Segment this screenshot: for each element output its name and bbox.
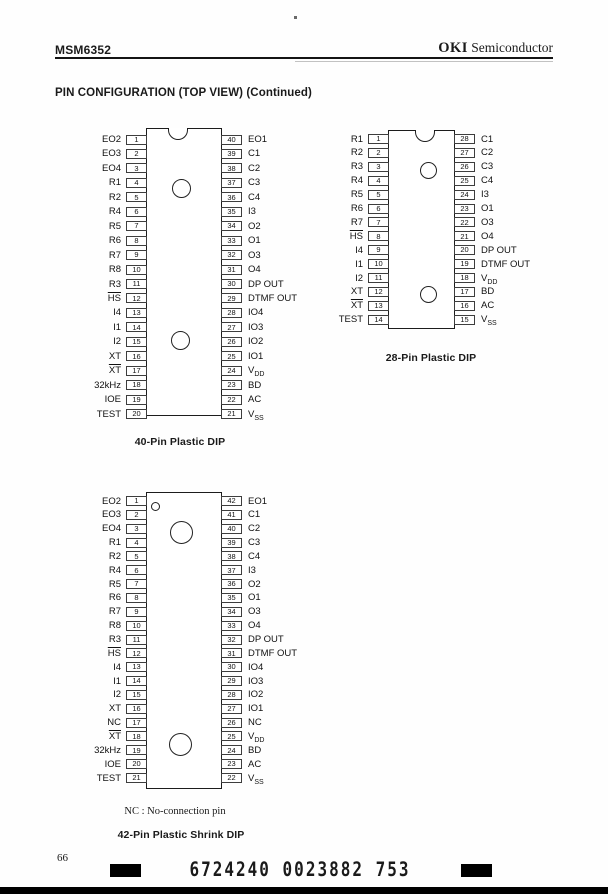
pin-label: EO1	[248, 495, 268, 507]
pin-number-box: 32	[221, 635, 242, 645]
pin-number-box: 6	[126, 207, 147, 217]
pin-label: NC	[248, 717, 262, 729]
pin-label: R8	[108, 620, 121, 632]
pin-label: O1	[248, 592, 261, 604]
pin-label: $\overline{HS}$	[107, 647, 121, 659]
pin-number-box: 1	[368, 134, 389, 144]
pin-number-box: 2	[126, 510, 147, 520]
pin-label: R2	[108, 191, 121, 203]
pin-number-box: 19	[454, 259, 475, 269]
pin-number-box: 27	[454, 148, 475, 158]
pin-number-box: 2	[126, 149, 147, 159]
pin-number-box: 9	[126, 607, 147, 617]
pin-label: C2	[248, 523, 261, 535]
pin-number-box: 14	[126, 676, 147, 686]
pin-label: DP OUT	[248, 278, 284, 290]
pin-number-box: 3	[126, 163, 147, 173]
pin-number-box: 3	[126, 524, 147, 534]
pin-number-box: 35	[221, 207, 242, 217]
pin-number-box: 31	[221, 265, 242, 275]
pin-label: $\overline{HS}$	[107, 292, 121, 304]
pin-number-box: 13	[368, 301, 389, 311]
pin-label: O2	[248, 578, 261, 590]
pin-label: $\overline{HS}$	[349, 230, 363, 242]
pin-label: O1	[248, 235, 261, 247]
pin-label: I4	[113, 661, 121, 673]
pin-number-box: 5	[126, 192, 147, 202]
pin-label: $V_{DD}$	[248, 365, 265, 379]
pin-number-box: 28	[221, 690, 242, 700]
pin-label: O4	[481, 230, 494, 242]
brand-name: OKI	[438, 40, 468, 56]
pin-number-box: 22	[221, 395, 242, 405]
nc-note: NC : No-connection pin	[124, 806, 226, 817]
pin-number-box: 18	[454, 273, 475, 283]
pin-number-box: 39	[221, 538, 242, 548]
pin-number-box: 7	[126, 579, 147, 589]
pin-number-box: 20	[126, 409, 147, 419]
pin-number-box: 7	[126, 221, 147, 231]
package-index-circle	[171, 331, 190, 350]
pin-label: C2	[248, 162, 261, 174]
pin-number-box: 22	[221, 773, 242, 783]
package-body-dip40	[146, 128, 222, 416]
pin-label: $V_{SS}$	[481, 314, 497, 328]
pin-label: C3	[481, 161, 494, 173]
pin-number-box: 17	[454, 287, 475, 297]
brand-suffix: Semiconductor	[467, 40, 553, 55]
pin-number-box: 31	[221, 648, 242, 658]
pin-label: DTMF OUT	[481, 258, 531, 270]
pin-number-box: 19	[126, 395, 147, 405]
pin-number-box: 21	[221, 409, 242, 419]
header-rule-shadow	[295, 61, 553, 62]
pin-number-box: 16	[454, 301, 475, 311]
pin-label: R1	[108, 537, 121, 549]
pin-label: R6	[350, 203, 363, 214]
pin-number-box: 8	[368, 231, 389, 241]
pin-label: R5	[108, 220, 121, 232]
pin-number-box: 40	[221, 524, 242, 534]
pin-number-box: 25	[221, 731, 242, 741]
pin-label: EO4	[101, 523, 121, 535]
pin-number-box: 28	[221, 308, 242, 318]
pin-number-box: 38	[221, 163, 242, 173]
pin-label: TEST	[96, 772, 121, 784]
pin-number-box: 28	[454, 134, 475, 144]
pin-number-box: 4	[126, 178, 147, 188]
pin-number-box: 33	[221, 236, 242, 246]
pin-number-box: 2	[368, 148, 389, 158]
pin-number-box: 41	[221, 510, 242, 520]
pin-label: R8	[108, 264, 121, 276]
pin-number-box: 20	[126, 759, 147, 769]
pin-label: EO1	[248, 134, 268, 145]
pin-label: R6	[108, 235, 121, 247]
pin-label: IO4	[248, 307, 264, 319]
pin-label: I4	[113, 307, 121, 319]
caption-40pin: 40-Pin Plastic DIP	[134, 436, 226, 448]
pin-number-box: 16	[126, 704, 147, 714]
pin-label: R7	[350, 216, 363, 228]
pin-number-box: 12	[368, 287, 389, 297]
pin-label: R3	[108, 634, 121, 645]
pin-label: I4	[355, 244, 363, 256]
pin-label: $V_{SS}$	[248, 772, 264, 786]
pin-label: IOE	[104, 394, 121, 406]
pin-number-box: 27	[221, 322, 242, 332]
pin-label: I3	[248, 206, 256, 218]
package-index-circle	[420, 286, 437, 303]
pin-number-box: 8	[126, 236, 147, 246]
pin-number-box: 42	[221, 496, 242, 506]
pin-number-box: 11	[368, 273, 389, 283]
pin-label: O3	[481, 216, 494, 228]
pin-number-box: 13	[126, 308, 147, 318]
pin-number-box: 39	[221, 149, 242, 159]
pin-label: I2	[113, 336, 121, 348]
pin-label: C1	[481, 133, 494, 145]
package-index-circle	[172, 179, 191, 198]
pin-number-box: 10	[126, 621, 147, 631]
pin-label: I1	[355, 258, 363, 270]
pin-number-box: 6	[126, 565, 147, 575]
pin-number-box: 37	[221, 178, 242, 188]
pin-number-box: 29	[221, 293, 242, 303]
pin-number-box: 25	[221, 351, 242, 361]
pin-label: R7	[108, 249, 121, 261]
pin-number-box: 9	[126, 250, 147, 260]
pin-number-box: 25	[454, 176, 475, 186]
pin-label: IO2	[248, 336, 264, 348]
pin-number-box: 19	[126, 745, 147, 755]
pin-label: C3	[248, 537, 261, 549]
pin-number-box: 21	[126, 773, 147, 783]
pin-number-box: 12	[126, 648, 147, 658]
package-index-circle	[420, 162, 437, 179]
pin-number-box: 11	[126, 635, 147, 645]
pin-number-box: 23	[454, 204, 475, 214]
pin-number-box: 37	[221, 565, 242, 575]
pin-number-box: 24	[221, 366, 242, 376]
pin-label: 32kHz	[94, 379, 121, 391]
barcode-block-right	[461, 864, 492, 877]
pin-label: EO4	[101, 162, 121, 174]
pin-label: R5	[108, 578, 121, 590]
pin-number-box: 21	[454, 231, 475, 241]
pin-number-box: 12	[126, 293, 147, 303]
pin-number-box: 7	[368, 217, 389, 227]
pin-number-box: 10	[126, 265, 147, 275]
pin-label: EO3	[101, 148, 121, 160]
package-index-circle	[169, 733, 192, 756]
pin-label: IO1	[248, 350, 264, 362]
pin-label: R4	[350, 175, 363, 187]
pin-label: I2	[113, 689, 121, 701]
pin-number-box: 36	[221, 579, 242, 589]
pin-number-box: 11	[126, 279, 147, 289]
pin-number-box: 5	[126, 551, 147, 561]
pin-number-box: 18	[126, 731, 147, 741]
pin-label: I3	[481, 189, 489, 201]
pin-label: XT	[108, 350, 121, 362]
pin-label: IO4	[248, 661, 264, 673]
scan-speck	[294, 16, 297, 19]
pin-label: 32kHz	[94, 744, 121, 756]
pin-number-box: 9	[368, 245, 389, 255]
header-rule	[55, 57, 553, 59]
pin-label: R4	[108, 564, 121, 576]
pin-label: $\overline{XT}$	[350, 300, 363, 312]
bottom-bar	[0, 887, 608, 894]
pin-number-box: 17	[126, 718, 147, 728]
page-title: PIN CONFIGURATION (TOP VIEW) (Continued)	[55, 87, 312, 99]
pin-label: I2	[355, 272, 363, 284]
pin-label: C1	[248, 148, 261, 160]
pin-number-box: 35	[221, 593, 242, 603]
pin-label: IO3	[248, 675, 264, 687]
pin-label: $\overline{XT}$	[108, 365, 121, 377]
pin-label: AC	[481, 300, 495, 312]
pin-label: O3	[248, 249, 261, 261]
pin-label: EO2	[101, 495, 121, 507]
pin-number-box: 4	[126, 538, 147, 548]
pin-number-box: 14	[126, 322, 147, 332]
pin-label: $\overline{XT}$	[108, 730, 121, 742]
barcode-block-left	[110, 864, 141, 877]
pin-label: AC	[248, 394, 262, 406]
pin-label: IO2	[248, 689, 264, 701]
pin-number-box: 10	[368, 259, 389, 269]
pin-number-box: 15	[454, 315, 475, 325]
pin-label: R2	[350, 147, 363, 159]
pin-label: C3	[248, 177, 261, 189]
barcode-text: 6724240 0023882 753	[189, 858, 411, 881]
pin-label: $V_{SS}$	[248, 408, 264, 422]
pin-number-box: 26	[221, 337, 242, 347]
pin-label: C4	[248, 550, 261, 562]
pin-label: R1	[108, 177, 121, 189]
pin-number-box: 26	[454, 162, 475, 172]
pin-label: R5	[350, 189, 363, 201]
pin-label: IO3	[248, 321, 264, 333]
pin-label: O1	[481, 203, 494, 214]
pin1-indicator-dot	[151, 502, 160, 511]
pin-label: R7	[108, 606, 121, 618]
pin-label: I1	[113, 675, 121, 687]
pin-label: C4	[248, 191, 261, 203]
pin-number-box: 18	[126, 380, 147, 390]
pin-label: XT	[108, 703, 121, 715]
pin-label: I3	[248, 564, 256, 576]
pin-number-box: 38	[221, 551, 242, 561]
pin-label: XT	[350, 286, 363, 298]
pin-number-box: 32	[221, 250, 242, 260]
pin-label: R4	[108, 206, 121, 218]
pin-number-box: 20	[454, 245, 475, 255]
pin-label: R6	[108, 592, 121, 604]
caption-28pin: 28-Pin Plastic DIP	[385, 352, 477, 364]
pin-label: O3	[248, 606, 261, 618]
pin-number-box: 13	[126, 662, 147, 672]
pin-number-box: 23	[221, 380, 242, 390]
pin-number-box: 16	[126, 351, 147, 361]
pin-number-box: 36	[221, 192, 242, 202]
pin-number-box: 5	[368, 190, 389, 200]
pin-number-box: 4	[368, 176, 389, 186]
pin-number-box: 15	[126, 690, 147, 700]
pin-label: R3	[350, 161, 363, 173]
pin-number-box: 6	[368, 204, 389, 214]
pin-number-box: 17	[126, 366, 147, 376]
pin-label: I1	[113, 321, 121, 333]
pin-label: DTMF OUT	[248, 647, 298, 659]
pin-number-box: 40	[221, 135, 242, 145]
pin-number-box: 24	[454, 190, 475, 200]
pin-label: R3	[108, 278, 121, 290]
pin-label: O4	[248, 620, 261, 632]
pin-label: DP OUT	[248, 634, 284, 645]
brand-logo	[438, 40, 553, 57]
pin-label: TEST	[338, 314, 363, 326]
pin-number-box: 8	[126, 593, 147, 603]
pin-number-box: 33	[221, 621, 242, 631]
pin-label: IO1	[248, 703, 264, 715]
pin-label: NC	[107, 717, 121, 729]
pin-label: O4	[248, 264, 261, 276]
pin-label: R1	[350, 133, 363, 145]
pin-number-box: 15	[126, 337, 147, 347]
pin-number-box: 34	[221, 607, 242, 617]
pin-number-box: 1	[126, 135, 147, 145]
pin-number-box: 3	[368, 162, 389, 172]
pin-number-box: 34	[221, 221, 242, 231]
pin-label: BD	[481, 286, 495, 298]
page-number: 66	[57, 852, 68, 864]
pin-label: IOE	[104, 758, 121, 770]
pin-label: DTMF OUT	[248, 292, 298, 304]
pin-label: $V_{DD}$	[248, 730, 265, 744]
package-index-circle	[170, 521, 193, 544]
pin-number-box: 30	[221, 279, 242, 289]
pin-number-box: 29	[221, 676, 242, 686]
pin-number-box: 1	[126, 496, 147, 506]
pin-label: TEST	[96, 408, 121, 420]
pin-number-box: 30	[221, 662, 242, 672]
pin-label: BD	[248, 379, 262, 391]
pin-label: C4	[481, 175, 494, 187]
pin-label: R2	[108, 550, 121, 562]
part-number: MSM6352	[55, 43, 112, 57]
pin-label: C2	[481, 147, 494, 159]
pin-label: $V_{DD}$	[481, 272, 498, 286]
pin-label: BD	[248, 744, 262, 756]
pin-label: EO2	[101, 134, 121, 145]
pin-label: O2	[248, 220, 261, 232]
pin-number-box: 14	[368, 315, 389, 325]
pin-label: DP OUT	[481, 244, 517, 256]
pin-number-box: 22	[454, 217, 475, 227]
pin-number-box: 24	[221, 745, 242, 755]
pin-number-box: 26	[221, 718, 242, 728]
pin-label: AC	[248, 758, 262, 770]
pin-label: C1	[248, 509, 261, 521]
caption-42pin: 42-Pin Plastic Shrink DIP	[117, 829, 245, 841]
pin-label: EO3	[101, 509, 121, 521]
pin-number-box: 23	[221, 759, 242, 769]
pin-number-box: 27	[221, 704, 242, 714]
